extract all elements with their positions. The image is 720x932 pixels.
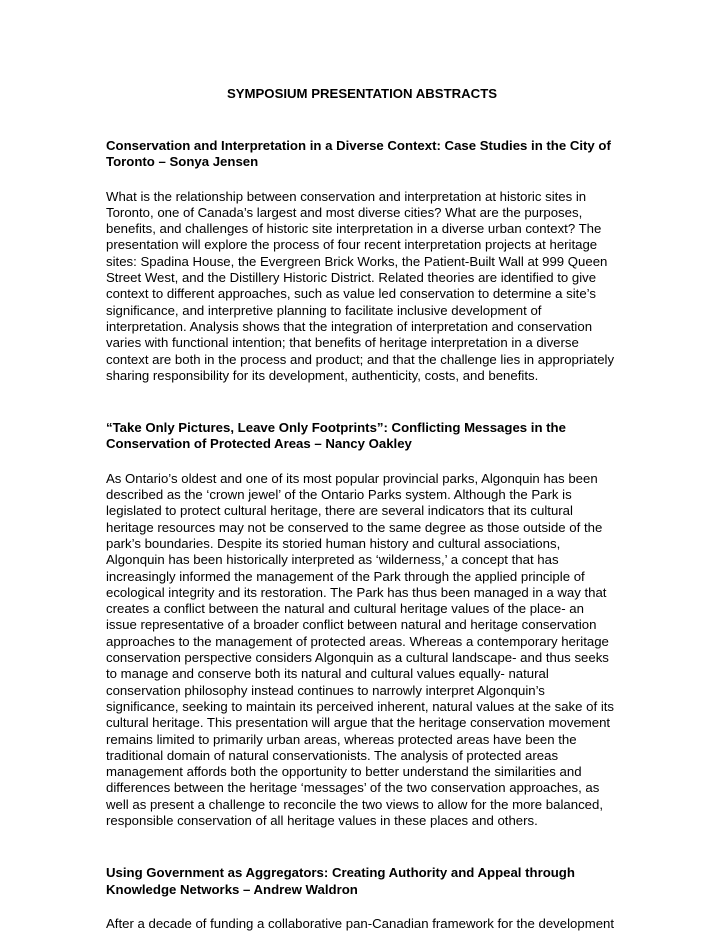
abstract-heading: “Take Only Pictures, Leave Only Footprints”: Conflicting Messages in the Conservation of Protected Areas – Nancy Oakley (106, 420, 566, 452)
abstract-heading: Using Government as Aggregators: Creating Authority and Appeal through Knowledge Networks – Andrew Waldron (106, 865, 575, 897)
abstract-body: After a decade of funding a collaborative pan-Canadian framework for the development (106, 915, 615, 931)
abstract-oakley (106, 420, 618, 829)
abstract-body: What is the relationship between conservation and interpretation at historic sites in Toronto, one of Canada’s largest and most diverse cities? What are the purposes, benefits, and challenges of historic site interpretation in a diverse urban context? The presentation will explore the process of four recent interpretation projects at heritage sites: Spadina House, the Evergreen Brick Works, the Patient-Built Wall at 999 Queen Street West, and the Distillery Historic District. Related theories are identified to give context to different approaches, such as value led conservation to determine a site’s significance, and interpretive planning to facilitate inclusive development of interpretation. Analysis shows that the integration of interpretation and conservation varies with functional intention; that benefits of heritage interpretation in a diverse context are both in the process and product; and that the challenge lies in appropriately sharing responsibility for its development, authenticity, costs, and benefits. (106, 188, 615, 383)
document-title: SYMPOSIUM PRESENTATION ABSTRACTS (226, 86, 498, 101)
abstract-heading: Conservation and Interpretation in a Diverse Context: Case Studies in the City of Toronto – Sonya Jensen (106, 138, 611, 170)
abstract-body: As Ontario’s oldest and one of its most popular provincial parks, Algonquin has been described as the ‘crown jewel’ of the Ontario Parks system. Although the Park is legislated to protect cultural heritage, there are several indicators that its cultural heritage resources may not be conserved to the same degree as those outside of the park’s boundaries. Despite its storied human history and cultural associations, Algonquin has been historically interpreted as ‘wilderness,’ a concept that has increasingly informed the management of the Park through the applied principle of ecological integrity and its restoration. The Park has thus been managed in a way that creates a conflict between the natural and cultural heritage values of the place- an issue representative of a broader conflict between natural and heritage conservation approaches to the management of protected areas. Whereas a contemporary heritage conservation perspective considers Algonquin as a cultural landscape- and thus seeks to manage and conserve both its natural and cultural values equally- natural conservation philosophy instead continues to narrowly interpret Algonquin’s significance, seeking to maintain its perceived inherent, natural values at the sake of its cultural heritage. This presentation will argue that the heritage conservation movement remains limited to primarily urban areas, whereas protected areas have been the traditional domain of natural conservationists. The analysis of protected areas management affords both the opportunity to better understand the similarities and differences between the heritage ‘messages’ of the two conservation approaches, as well as present a challenge to reconcile the two views to allow for the more balanced, responsible conservation of all heritage values in these places and others. (106, 470, 615, 828)
abstract-waldron (106, 865, 618, 932)
abstract-jensen (106, 138, 618, 384)
